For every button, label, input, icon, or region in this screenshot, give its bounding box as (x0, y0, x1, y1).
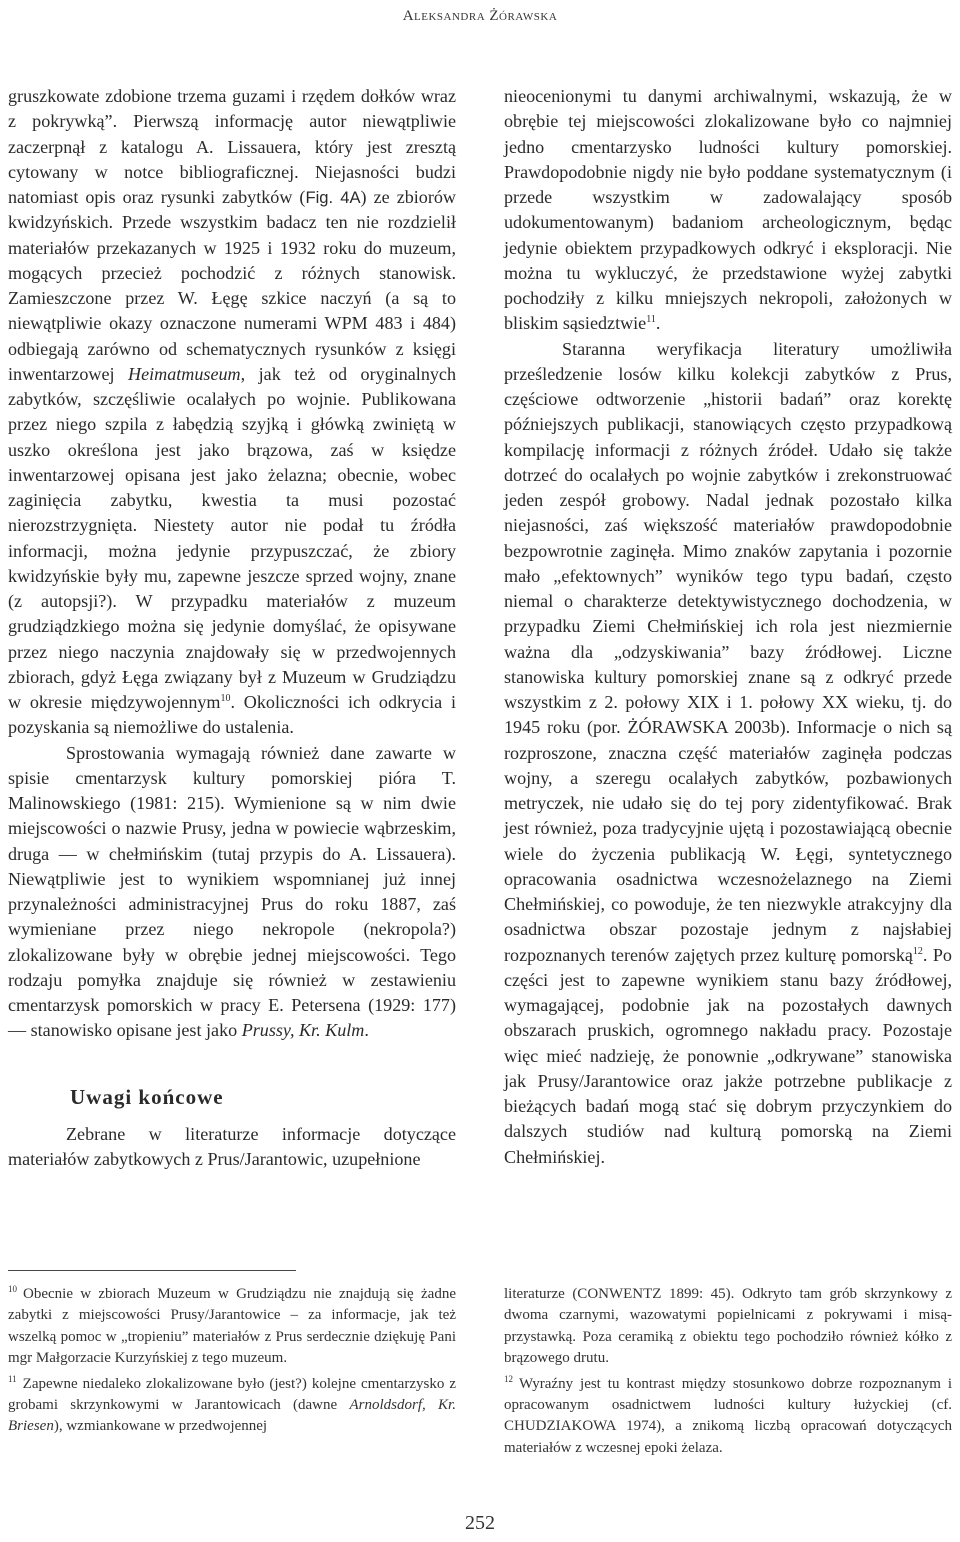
paragraph: gruszkowate zdobione trzema guzami i rzędem dołków wraz z pokrywką”. Pierwszą informację autor niewątpliwie zaczerpnął z katalogu A. Lissauera, który jest zresztą cytowany w notce bibliograficznej. Niejasności budzi natomiast opis oraz rysunki zabytków (Fig. 4A) ze zbiorów kwidzyńskich. Przede wszystkim badacz ten nie rozdzielił materiałów przekazanych w 1925 i 1932 roku do muzeum, mogących przecież pochodzić z różnych stanowisk. Zamieszczone przez W. Łęgę szkice naczyń (a są to niewątpliwie okazy oznaczone numerami WPM 483 i 484) odbiegają zarówno od schematycznych rysunków z księgi inwentarzowej Heimatmuseum, jak też od oryginalnych zabytków, szczęśliwie ocalałych po wojnie. Publikowana przez niego szpila z łabędzią szyjką i główką zwiniętą w uszko określona jest jako brązowa, zaś w księdze inwentarzowej opisana jest jako żelazna; obecnie, wobec zaginięcia zabytku, kwestia ta musi pozostać nierozstrzygnięta. Niestety autor nie podał tu źródła informacji, można jedynie przypuszczać, że zbiory kwidzyńskie były mu, zapewne jeszcze sprzed wojny, znane (z autopsji?). W przypadku materiałów z muzeum grudziądzkiego można się jedynie domyślać, że opisywane przez niego naczynia znajdowały się w przedwojennych zbiorach, gdyż Łęga związany był z Muzeum w Grudziądzu w okresie międzywojennym$^{10}$. Okoliczności ich odkrycia i pozyskania są niemożliwe do ustalenia. (8, 86, 456, 738)
footnote-rule (8, 1270, 296, 1271)
footnote-12: $^{12}$ Wyraźny jest tu kontrast między stosunkowo dobrze rozpoznanym i opracowanym osadnictwem ludności kultury łużyckiej (cf. CHUDZIAKOWA 1974), a znikomą liczbą opracowań dotyczących materiałów z wczesnej epoki żelaza. (504, 1373, 952, 1456)
footnote-10: $^{10}$ Obecnie w zbiorach Muzeum w Grudziądzu nie znajdują się żadne zabytki z miejscowości Prusy/Jarantowice – za informacje, jak też wszelką pomoc w „tropieniu” materiałów z Prus serdecznie dziękuję Pani mgr Małgorzacie Kurzyńskiej z tego muzeum. (8, 1284, 456, 1367)
running-head: Aleksandra Żórawska (402, 8, 558, 24)
paragraph: Sprostowania wymagają również dane zawarte w spisie cmentarzysk kultury pomorskiej pióra T. Malinowskiego (1981: 215). Wymienione są w nim dwie miejscowości o nazwie Prusy, jedna w powiecie wąbrzeskim, druga — w chełmińskim (tutaj przypis do A. Lissauera). Niewątpliwie jest to wynikiem wspomnianej już innej przynależności administracyjnej Prus do roku 1887, zaś wymieniane przez niego nekropole (nekropola?) zlokalizowane były w obrębie jednej miejscowości. Tego rodzaju pomyłka znajduje się również w zestawieniu cmentarzysk pomorskich w pracy E. Petersena (1929: 177) — stanowisko opisane jest jako Prussy, Kr. Kulm. (8, 742, 456, 1041)
paragraph: Staranna weryfikacja literatury umożliwiła prześledzenie losów kilku kolekcji zabytków z Prus, częściowe odtworzenie „historii badań” oraz korektę późniejszych publikacji, stanowiących często przypadkową kompilację informacji z różnych źródeł. Udało się także dotrzeć do ocalałych po wojnie zabytków i zrekonstruować jeden zespół grobowy. Nadal jednak pozostało kilka niejasności, zaś większość materiałów prawdopodobnie bezpowrotnie zaginęła. Mimo znaków zapytania i pozornie mało „efektownych” wyników tego typu badań, często niemal o charakterze detektywistycznego dochodzenia, w przypadku Ziemi Chełmińskiej ich rola jest niezmiernie ważna dla „odzyskiwania” bazy źródłowej. Liczne stanowiska kultury pomorskiej znane są z odkryć przede wszystkim z 2. połowy XIX i 1. połowy XX wieku, tj. do 1945 roku (por. ŻÓRAWSKA 2003b). Informacje o nich są rozproszone, znaczna część materiałów zaginęła podczas wojny, a szeregu ocalałych zabytków, pozbawionych metryczek, nie udało się do tej pory zidentyfikować. Brak jest również, poza tradycyjnie ujętą i pozostawiającą obecnie wiele do życzenia publikacją W. Łęgi, syntetycznego opracowania osadnictwa wczesnożelaznego na Ziemi Chełmińskiej, co powoduje, że ten niezwykle atrakcyjny dla osadnictwa obszar pozostaje jednym z najsłabiej rozpoznanych terenów zajętych przez kulturę pomorską$^{12}$. Po części jest to zapewne wynikiem stanu bazy źródłowej, wymagającej, podobnie jak na pozostałych dawnych obszarach pruskich, ogromnego nakładu pracy. Pozostaje więc mieć nadzieję, że ponownie „odkrywane” stanowiska jak Prusy/Jarantowice oraz jakże potrzebne publikacje z bieżących badań mogą stać się dobrym przyczynkiem do dalszych studiów nad kulturą pomorską na Ziemi Chełmińskiej. (504, 338, 952, 1167)
figure-reference: Fig. 4A (305, 188, 361, 207)
paragraph: Zebrane w literaturze informacje dotyczące materiałów zabytkowych z Prus/Jarantowic, uzupełnione (8, 1123, 456, 1169)
footnote-11: $^{11}$ Zapewne niedaleko zlokalizowane było (jest?) kolejne cmentarzysko z grobami skrzynkowymi w Jarantowicach (dawne Arnoldsdorf, Kr. Briesen), wzmiankowane w przedwojennej (8, 1373, 456, 1435)
footnote-ref-10: 10 (220, 692, 231, 704)
left-column (8, 84, 456, 1172)
footnotes-left (8, 1284, 456, 1442)
section-heading: Uwagi końcowe (70, 1084, 224, 1109)
page-number: 252 (465, 1512, 495, 1534)
footnote-11-continued: literaturze (CONWENTZ 1899: 45). Odkryto tam grób skrzynkowy z dwoma czarnymi, wazowatymi popielnicami z pokrywami i misą-przystawką. Poza ceramiką z obiektu tego pochodziło również kółko z brązowego drutu. (504, 1286, 952, 1367)
right-column (504, 84, 952, 1170)
footnote-ref-11: 11 (646, 314, 656, 326)
footnote-ref-12: 12 (912, 945, 923, 957)
paragraph: nieocenionymi tu danymi archiwalnymi, wskazują, że w obrębie tej miejscowości zlokalizowane było co najmniej jedno cmentarzysko ludności kultury pomorskiej. Prawdopodobnie nigdy nie było poddane systematycznym (i przede wszystkim w zadowalający sposób udokumentowanym) badaniom archeologicznym, będąc jedynie obiektem przypadkowych odkryć i eksploracji. Nie można tu wykluczyć, że przedstawione wyżej zabytki pochodziły z kilku mniejszych nekropoli, założonych w bliskim sąsiedztwie$^{11}$. (504, 86, 952, 334)
footnotes-right (504, 1284, 952, 1463)
